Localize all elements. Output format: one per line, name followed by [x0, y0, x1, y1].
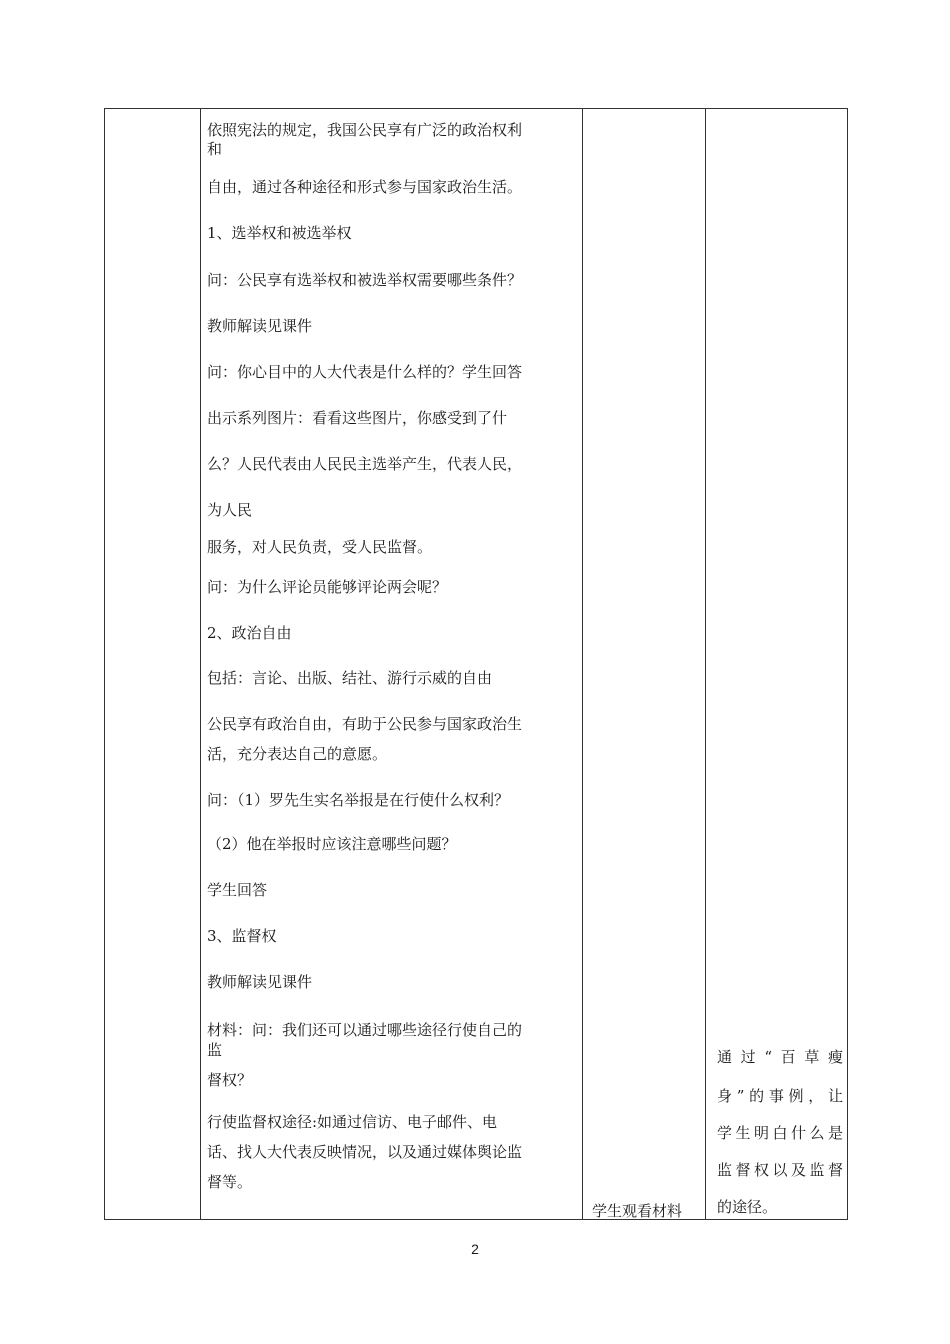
text-line: （2）他在举报时应该注意哪些问题？ [207, 835, 457, 853]
text-line: 服务，对人民负责，受人民监督。 [207, 538, 433, 556]
text-line: 督等。 [207, 1173, 253, 1191]
text-line: 监督权以及监督 [717, 1161, 843, 1179]
text-line: 包括：言论、出版、结社、游行示威的自由 [207, 669, 493, 687]
section-heading: 1、选举权和被选举权 [207, 224, 352, 242]
text-line: 材料：问：我们还可以通过哪些途径行使自己的 [207, 1021, 523, 1039]
text-line: 教师解读见课件 [207, 973, 313, 991]
text-line: 的途径。 [717, 1198, 778, 1216]
text-line: 自由，通过各种途径和形式参与国家政治生活。 [207, 178, 523, 196]
text-line: 问：为什么评论员能够评论两会呢？ [207, 578, 448, 596]
text-line: 和 [207, 140, 223, 158]
text-line: 督权？ [207, 1071, 253, 1089]
text-line: 学生回答 [207, 881, 268, 899]
text-line: 教师解读见课件 [207, 317, 313, 335]
text-line: 通过“百草瘦 [717, 1048, 843, 1066]
student-activity-text: 学生观看材料 [592, 1202, 683, 1220]
text-line: 公民享有政治自由，有助于公民参与国家政治生 [207, 715, 523, 733]
text-line: 监 [207, 1041, 223, 1059]
text-line: 学生明白什么是 [717, 1124, 843, 1142]
text-line: 话、找人大代表反映情况，以及通过媒体舆论监 [207, 1143, 523, 1161]
text-line: 依照宪法的规定，我国公民享有广泛的政治权利 [207, 121, 523, 139]
text-line: 活，充分表达自己的意愿。 [207, 745, 388, 763]
section-heading: 3、监督权 [207, 927, 277, 945]
column-divider [705, 109, 706, 1219]
text-line: 为人民 [207, 501, 253, 519]
page-number: 2 [471, 1241, 479, 1257]
text-line: 问：（1）罗先生实名举报是在行使什么权利？ [207, 791, 510, 809]
column-divider [582, 109, 583, 1219]
section-heading: 2、政治自由 [207, 624, 292, 642]
text-line: 行使监督权途径:如通过信访、电子邮件、电 [207, 1113, 498, 1131]
lesson-table [104, 108, 848, 1220]
column-divider [200, 109, 201, 1219]
text-line: 出示系列图片：看看这些图片，你感受到了什 [207, 409, 508, 427]
text-line: 问：公民享有选举权和被选举权需要哪些条件？ [207, 271, 523, 289]
text-line: 问：你心目中的人大代表是什么样的？学生回答 [207, 363, 523, 381]
text-line: 身”的事例，让 [717, 1087, 843, 1105]
text-line: 么？人民代表由人民民主选举产生，代表人民， [207, 455, 523, 473]
